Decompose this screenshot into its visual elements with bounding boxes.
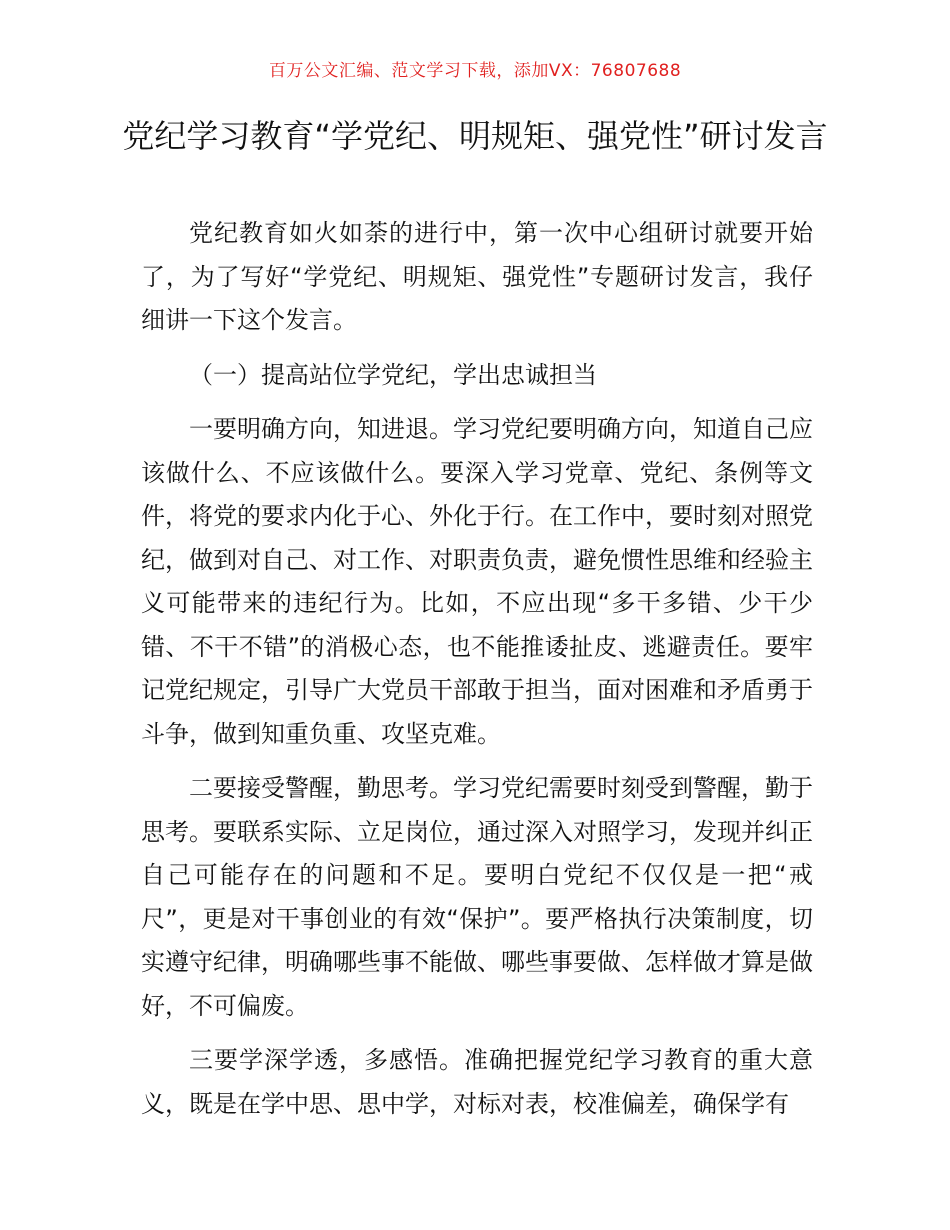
document-body — [141, 212, 813, 1137]
body-paragraph-1: 一要明确方向，知进退。学习党纪要明确方向，知道自己应该做什么、不应该做什么。要深入学习党章、党纪、条例等文件，将党的要求内化于心、外化于行。在工作中，要时刻对照党纪，做到对自己、对工作、对职责负责，避免惯性思维和经验主义可能带来的违纪行为。比如，不应出现“多干多错、少干少错、不干不错”的消极心态，也不能推诿扯皮、逃避责任。要牢记党纪规定，引导广大党员干部敢于担当，面对困难和矛盾勇于斗争，做到知重负重、攻坚克难。 — [141, 415, 813, 748]
document-title: 党纪学习教育“学党纪、明规矩、强党性”研讨发言 — [122, 117, 828, 155]
body-paragraph-2: 二要接受警醒，勤思考。学习党纪需要时刻受到警醒，勤于思考。要联系实际、立足岗位，通过深入对照学习，发现并纠正自己可能存在的问题和不足。要明白党纪不仅仅是一把“戒尺”，更是对干事创业的有效“保护”。要严格执行决策制度，切实遵守纪律，明确哪些事不能做、哪些事要做、怎样做才算是做好，不可偏废。 — [141, 774, 813, 1020]
header-promo-note: 百万公文汇编、范文学习下载，添加VX：76807688 — [268, 61, 682, 81]
body-paragraph-3: 三要学深学透，多感悟。准确把握党纪学习教育的重大意义，既是在学中思、思中学，对标对表，校准偏差，确保学有 — [141, 1046, 813, 1118]
section-heading: （一）提高站位学党纪，学出忠诚担当 — [189, 360, 597, 389]
intro-paragraph: 党纪教育如火如荼的进行中，第一次中心组研讨就要开始了，为了写好“学党纪、明规矩、强党性”专题研讨发言，我仔细讲一下这个发言。 — [141, 219, 813, 334]
